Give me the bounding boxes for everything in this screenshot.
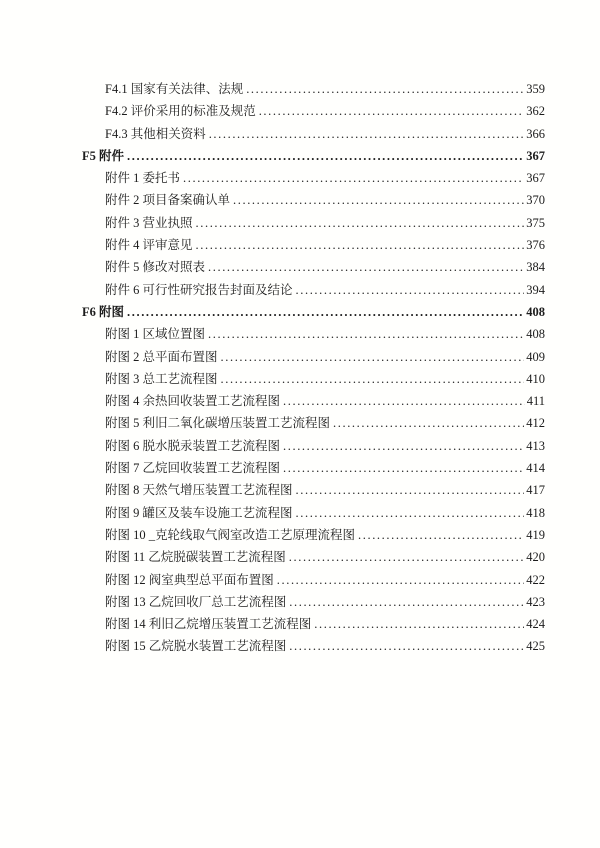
toc-entry-page-number: 359: [526, 82, 545, 96]
toc-entry-label: 附图 12 阀室典型总平面布置图: [105, 572, 274, 587]
toc-entry[interactable]: [82, 212, 545, 234]
toc-entry[interactable]: [82, 613, 545, 635]
toc-entry-page-number: 375: [526, 215, 545, 230]
toc-entry-page-number: 423: [526, 594, 545, 609]
toc-entry[interactable]: [82, 234, 545, 256]
dot-leader: [221, 346, 525, 368]
toc-entry-page-number: 418: [526, 505, 545, 520]
dot-leader: [296, 279, 525, 301]
toc-entry-page-number: 408: [526, 327, 545, 342]
toc-entry[interactable]: [82, 145, 545, 167]
dot-leader: [277, 569, 524, 591]
dot-leader: [127, 145, 524, 167]
toc-entry-page-number: 410: [526, 371, 545, 386]
toc-entry-label: F5 附件: [82, 148, 125, 163]
toc-entry-label: F4.1 国家有关法律、法规: [105, 82, 244, 96]
toc-entry[interactable]: [82, 189, 545, 211]
toc-entry[interactable]: [82, 167, 545, 189]
dot-leader: [289, 546, 524, 568]
dot-leader: [296, 479, 525, 501]
toc-entry[interactable]: [82, 123, 545, 145]
dot-leader: [314, 613, 524, 635]
dot-leader: [283, 435, 524, 457]
toc-entry-label: 附件 6 可行性研究报告封面及结论: [105, 282, 293, 297]
toc-entry[interactable]: [82, 412, 545, 434]
dot-leader: [259, 100, 525, 122]
toc-entry-label: 附件 5 修改对照表: [105, 260, 206, 275]
dot-leader: [208, 256, 524, 278]
dot-leader: [196, 234, 525, 256]
toc-entry-page-number: 424: [526, 617, 545, 632]
toc-entry-page-number: 409: [526, 349, 545, 364]
toc-entry-label: 附图 5 利旧二氧化碳增压装置工艺流程图: [105, 416, 331, 431]
dot-leader: [358, 524, 524, 546]
toc-entry[interactable]: [82, 546, 545, 568]
toc-entry-label: 附件 1 委托书: [105, 171, 181, 186]
toc-entry[interactable]: [82, 479, 545, 501]
toc-entry-page-number: 362: [526, 104, 545, 119]
toc-entry-label: 附图 13 乙烷回收厂总工艺流程图: [105, 594, 287, 609]
toc-entry-page-number: 417: [526, 483, 545, 498]
toc-entry[interactable]: [82, 502, 545, 524]
toc-entry-page-number: 394: [526, 282, 545, 297]
toc-entry[interactable]: [82, 256, 545, 278]
toc-entry-label: 附图 10 _克轮线取气阀室改造工艺原理流程图: [105, 527, 356, 542]
toc-entry-page-number: 376: [526, 238, 545, 253]
toc-entry-label: F6 附图: [82, 304, 125, 319]
toc-entry-label: 附图 3 总工艺流程图: [105, 371, 218, 386]
dot-leader: [221, 368, 525, 390]
toc-entry-label: 附图 8 天然气增压装置工艺流程图: [105, 483, 293, 498]
toc-entry-label: 附件 3 营业执照: [105, 215, 193, 230]
dot-leader: [283, 390, 525, 412]
toc-entry-page-number: 411: [526, 394, 545, 409]
toc-entry-page-number: 408: [526, 304, 545, 319]
toc-entry[interactable]: [82, 100, 545, 122]
toc-entry-label: 附图 4 余热回收装置工艺流程图: [105, 394, 281, 409]
toc-entry[interactable]: [82, 591, 545, 613]
dot-leader: [333, 412, 524, 434]
dot-leader: [127, 301, 524, 323]
toc-entry-label: 附图 1 区域位置图: [105, 327, 206, 342]
toc-entry-page-number: 367: [526, 171, 545, 186]
toc-entry[interactable]: [82, 569, 545, 591]
toc-entry-label: 附件 4 评审意见: [105, 238, 193, 253]
table-of-contents: [82, 78, 545, 658]
toc-entry[interactable]: [82, 323, 545, 345]
toc-entry[interactable]: [82, 78, 545, 100]
toc-entry-label: 附图 9 罐区及装车设施工艺流程图: [105, 505, 293, 520]
toc-entry-page-number: 425: [526, 639, 545, 654]
toc-entry-page-number: 420: [526, 550, 545, 565]
dot-leader: [289, 591, 524, 613]
dot-leader: [233, 189, 524, 211]
toc-entry[interactable]: [82, 346, 545, 368]
toc-entry-label: 附图 11 乙烷脱碳装置工艺流程图: [105, 550, 286, 565]
dot-leader: [283, 457, 524, 479]
toc-entry-page-number: 413: [526, 438, 545, 453]
toc-entry[interactable]: [82, 435, 545, 457]
toc-entry-page-number: 366: [526, 126, 545, 141]
toc-entry-page-number: 412: [526, 416, 545, 431]
dot-leader: [209, 123, 525, 145]
toc-entry[interactable]: [82, 524, 545, 546]
toc-entry[interactable]: [82, 279, 545, 301]
dot-leader: [196, 212, 525, 234]
dot-leader: [183, 167, 524, 189]
toc-entry-page-number: 370: [526, 193, 545, 208]
dot-leader: [246, 78, 524, 100]
dot-leader: [289, 635, 524, 657]
toc-entry[interactable]: [82, 368, 545, 390]
toc-entry-page-number: 419: [526, 527, 545, 542]
toc-entry-label: F4.3 其他相关资料: [105, 126, 206, 141]
toc-entry-label: 附件 2 项目备案确认单: [105, 193, 231, 208]
toc-entry-page-number: 422: [526, 572, 545, 587]
toc-entry-label: 附图 2 总平面布置图: [105, 349, 218, 364]
dot-leader: [296, 502, 525, 524]
toc-entry-label: F4.2 评价采用的标准及规范: [105, 104, 256, 119]
toc-entry-page-number: 384: [526, 260, 545, 275]
toc-entry-page-number: 367: [526, 148, 545, 163]
toc-entry[interactable]: [82, 301, 545, 323]
toc-entry-label: 附图 7 乙烷回收装置工艺流程图: [105, 461, 281, 476]
toc-entry-label: 附图 14 利旧乙烷增压装置工艺流程图: [105, 617, 312, 632]
toc-entry[interactable]: [82, 390, 545, 412]
toc-entry[interactable]: [82, 457, 545, 479]
toc-entry[interactable]: [82, 635, 545, 657]
toc-entry-label: 附图 6 脱水脱汞装置工艺流程图: [105, 438, 281, 453]
toc-entry-page-number: 414: [526, 461, 545, 476]
toc-entry-label: 附图 15 乙烷脱水装置工艺流程图: [105, 639, 287, 654]
dot-leader: [208, 323, 524, 345]
